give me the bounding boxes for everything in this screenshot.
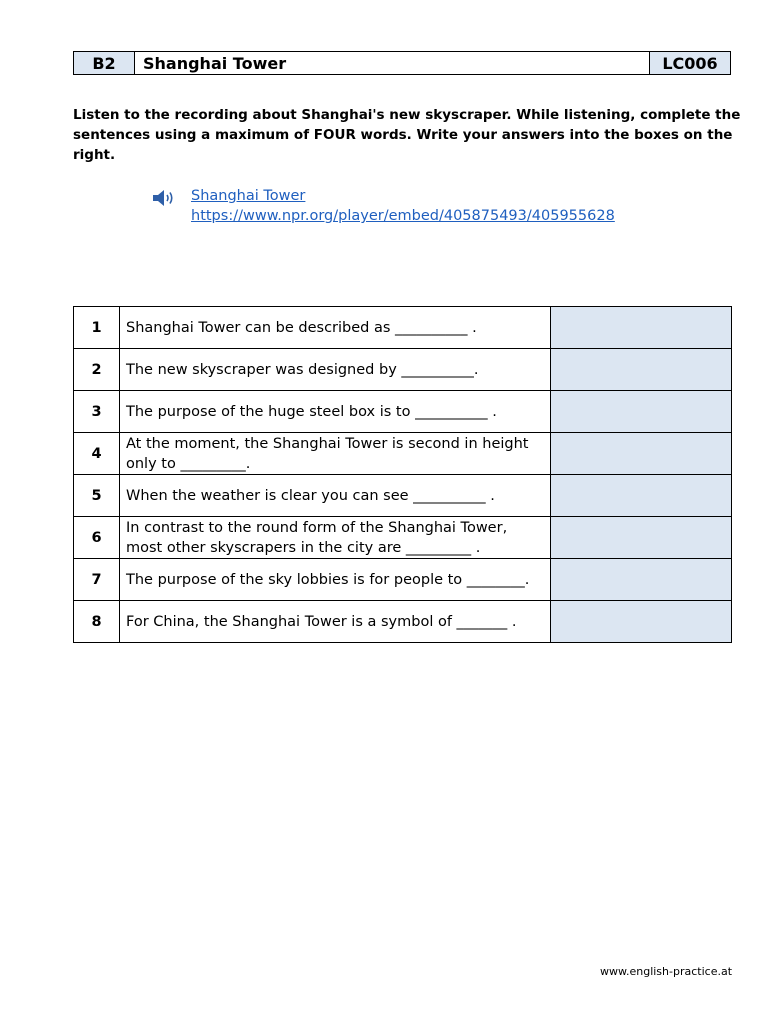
level-badge: B2 xyxy=(74,52,135,75)
audio-url-link[interactable]: https://www.npr.org/player/embed/405875493/405955628 xyxy=(191,208,615,224)
question-number: 5 xyxy=(74,475,120,517)
question-number: 7 xyxy=(74,559,120,601)
question-row xyxy=(74,559,732,601)
question-row xyxy=(74,601,732,643)
question-row xyxy=(74,391,732,433)
question-text: Shanghai Tower can be described as __________ . xyxy=(120,307,551,349)
question-number: 6 xyxy=(74,517,120,559)
question-text: For China, the Shanghai Tower is a symbol of _______ . xyxy=(120,601,551,643)
question-text: The purpose of the sky lobbies is for people to ________. xyxy=(120,559,551,601)
worksheet-title: Shanghai Tower xyxy=(135,52,650,75)
answer-box[interactable] xyxy=(551,601,732,643)
question-number: 1 xyxy=(74,307,120,349)
question-row xyxy=(74,307,732,349)
answer-box[interactable] xyxy=(551,391,732,433)
audio-links xyxy=(191,186,615,226)
question-text: The purpose of the huge steel box is to __________ . xyxy=(120,391,551,433)
answer-box[interactable] xyxy=(551,475,732,517)
answer-box[interactable] xyxy=(551,307,732,349)
footer-website: www.english-practice.at xyxy=(600,965,733,978)
question-number: 4 xyxy=(74,433,120,475)
question-row xyxy=(74,475,732,517)
worksheet-code: LC006 xyxy=(650,52,731,75)
question-row xyxy=(74,349,732,391)
answer-box[interactable] xyxy=(551,559,732,601)
answer-box[interactable] xyxy=(551,349,732,391)
question-number: 2 xyxy=(74,349,120,391)
question-table xyxy=(73,306,732,643)
answer-box[interactable] xyxy=(551,433,732,475)
question-number: 8 xyxy=(74,601,120,643)
question-text: The new skyscraper was designed by __________. xyxy=(120,349,551,391)
question-text: In contrast to the round form of the Shanghai Tower, most other skyscrapers in the city are _________ . xyxy=(120,517,551,559)
question-text: At the moment, the Shanghai Tower is second in height only to _________. xyxy=(120,433,551,475)
audio-title-link[interactable]: Shanghai Tower xyxy=(191,188,306,204)
header-table xyxy=(73,51,731,75)
answer-box[interactable] xyxy=(551,517,732,559)
question-number: 3 xyxy=(74,391,120,433)
question-text: When the weather is clear you can see __________ . xyxy=(120,475,551,517)
question-row xyxy=(74,517,732,559)
speaker-icon[interactable] xyxy=(152,188,178,208)
question-row xyxy=(74,433,732,475)
instructions: Listen to the recording about Shanghai's new skyscraper. While listening, complete the sentences using a maximum of FOUR words. Write your answers into the boxes on the right. xyxy=(73,107,741,163)
